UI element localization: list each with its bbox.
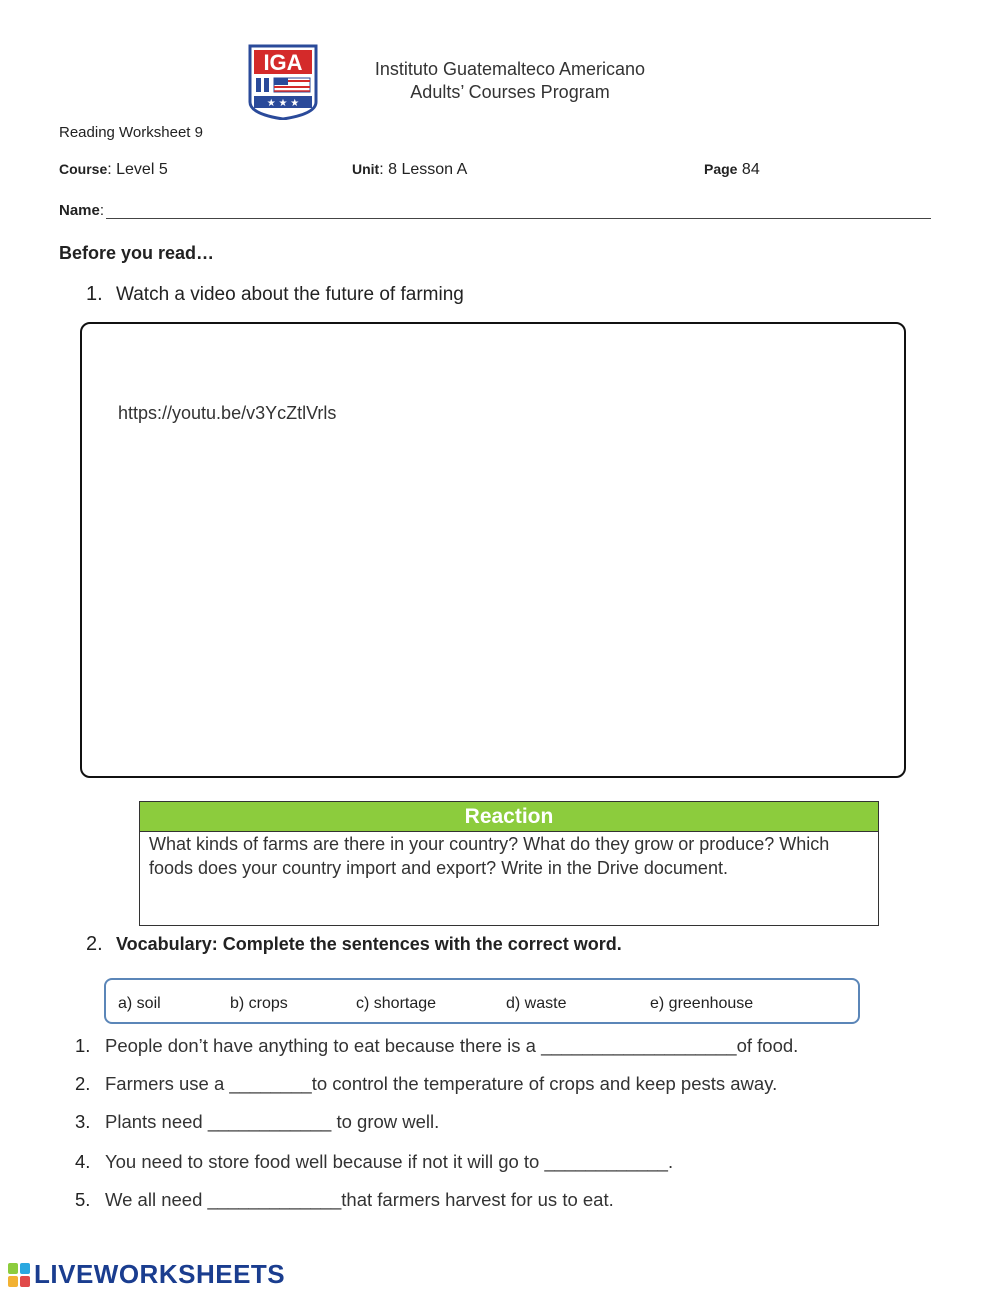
footer-brand[interactable] <box>8 1259 285 1290</box>
reaction-box <box>139 801 879 926</box>
word-bank <box>104 978 860 1024</box>
video-link[interactable]: https://youtu.be/v3YcZtlVrls <box>118 403 337 423</box>
iga-logo <box>248 44 318 120</box>
question-1: 1. Watch a video about the future of farming <box>86 283 464 305</box>
svg-text:★ ★ ★: ★ ★ ★ <box>266 98 300 109</box>
unit-field: Unit: 8 Lesson A <box>352 161 468 178</box>
sentence-1: 1. People don’t have anything to eat because there is a ___________________of food. <box>75 1035 799 1056</box>
section-title: Before you read… <box>59 243 215 263</box>
svg-text:IGA: IGA <box>263 50 303 75</box>
institute-header <box>330 58 690 104</box>
reaction-text: What kinds of farms are there in your country? What do they grow or produce? Which foods does your country import and export? Write in the Drive document. <box>149 834 830 878</box>
reaction-title: Reaction <box>140 802 878 832</box>
sentence-5: 5. We all need _____________that farmers harvest for us to eat. <box>75 1189 614 1210</box>
blank-3[interactable]: ____________ <box>207 1111 332 1132</box>
word-bank-item: e) greenhouse <box>650 995 754 1012</box>
worksheet-title: Reading Worksheet 9 <box>59 124 203 141</box>
word-bank-item: a) soil <box>118 995 161 1012</box>
program-name: Adults’ Courses Program <box>410 82 610 102</box>
name-label: Name <box>59 202 100 219</box>
sentence-2: 2. Farmers use a ________to control the temperature of crops and keep pests away. <box>75 1073 778 1094</box>
blank-1[interactable]: ___________________ <box>541 1035 737 1056</box>
blank-2[interactable]: ________ <box>229 1073 312 1094</box>
brand-name: LIVEWORKSHEETS <box>34 1259 286 1289</box>
question-2: 2. Vocabulary: Complete the sentences with the correct word. <box>86 933 622 955</box>
video-box <box>80 322 906 778</box>
word-bank-item: c) shortage <box>356 995 437 1012</box>
word-bank-item: d) waste <box>506 995 567 1012</box>
sentence-4: 4. You need to store food well because if not it will go to ____________. <box>75 1151 674 1172</box>
institute-name: Instituto Guatemalteco Americano <box>374 59 646 79</box>
course-field: Course: Level 5 <box>59 161 168 178</box>
page-field: Page 84 <box>704 161 760 178</box>
liveworksheets-icon <box>8 1263 30 1287</box>
blank-4[interactable]: ____________ <box>544 1151 668 1172</box>
word-bank-item: b) crops <box>230 995 288 1012</box>
name-field[interactable]: Name : <box>59 202 931 219</box>
sentence-3: 3. Plants need ____________ to grow well. <box>75 1111 440 1132</box>
blank-5[interactable]: _____________ <box>207 1189 342 1210</box>
name-line[interactable] <box>106 204 931 219</box>
